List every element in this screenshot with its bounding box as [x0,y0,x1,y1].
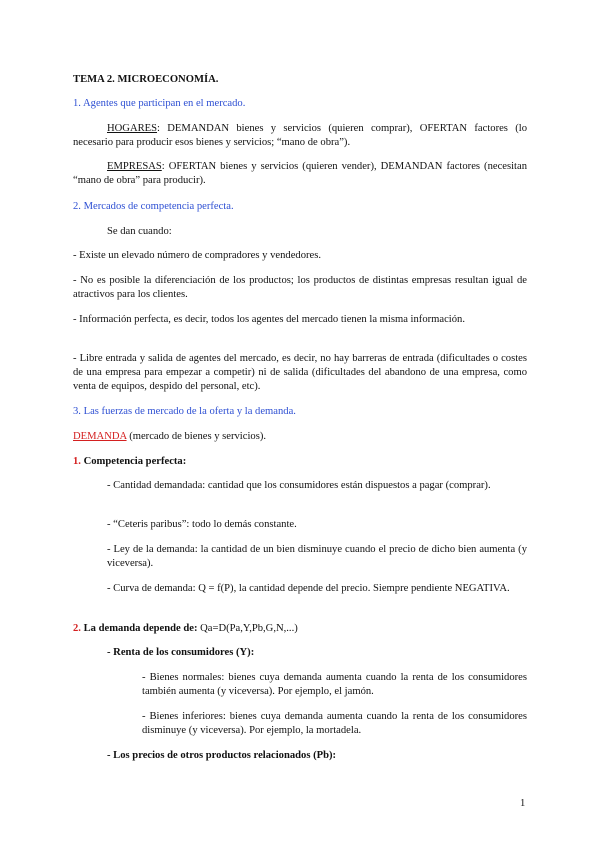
page-number: 1 [520,798,526,809]
hogares-label: HOGARES [107,123,158,134]
cp-item-2: - “Ceteris paribus”: todo lo demás constante. [107,519,297,530]
demand-formula: Qa=D(Pa,Y,Pb,G,N,...) [200,623,298,634]
subsection-2-number: 2. [73,623,81,634]
renta-item-1: - Bienes normales: bienes cuya demanda aumenta cuando la renta de los consumidores también aumenta (y viceversa). Por ejemplo, el jamón. [142,672,527,697]
condition-4: - Libre entrada y salida de agentes del mercado, es decir, no hay barreras de entrada (dificultades o costes de una empresa para empezar a competir) ni de salida (dificultades del abandono de una empresa, como venta de equipos, despido del personal, etc). [73,353,527,392]
condition-1: - Existe un elevado número de compradores y vendedores. [73,250,321,261]
subsection-1-heading [73,455,186,469]
section-2-heading: 2. Mercados de competencia perfecta. [73,201,234,212]
condition-2: - No es posible la diferenciación de los productos; los productos de distintas empresas resultan igual de atractivos para los clientes. [73,275,527,300]
renta-heading: - Renta de los consumidores (Y): [107,647,255,658]
hogares-paragraph [73,122,527,150]
empresas-label: EMPRESAS [107,161,162,172]
demanda-line [73,430,266,444]
renta-item-2: - Bienes inferiores: bienes cuya demanda aumenta cuando la renta de los consumidores disminuye (y viceversa). Por ejemplo, la mortadela. [142,711,527,736]
subsection-1-text: Competencia perfecta: [80,456,187,467]
se-dan-cuando: Se dan cuando: [107,226,172,237]
condition-3: - Información perfecta, es decir, todos los agentes del mercado tienen la misma información. [73,314,465,325]
hogares-text: : DEMANDAN bienes y servicios (quieren comprar), OFERTAN factores (lo necesario para producir esos bienes y servicios; “mano de obra”). [73,123,527,148]
subsection-2-heading [73,622,298,636]
cp-item-1: - Cantidad demandada: cantidad que los consumidores están dispuestos a pagar (comprar). [107,480,491,491]
demanda-text: (mercado de bienes y servicios). [126,431,266,442]
subsection-1-number: 1. [73,456,81,467]
empresas-paragraph [73,160,527,188]
empresas-text: : OFERTAN bienes y servicios (quieren vender), DEMANDAN factores (necesitan “mano de obra” para producir). [73,161,527,186]
section-1-heading: 1. Agentes que participan en el mercado. [73,98,246,109]
demanda-label: DEMANDA [73,431,127,442]
precios-heading: - Los precios de otros productos relacionados (Pb): [107,750,337,761]
document-title: TEMA 2. MICROECONOMÍA. [73,74,219,85]
cp-item-3: - Ley de la demanda: la cantidad de un bien disminuye cuando el precio de dicho bien aumenta (y viceversa). [107,544,527,569]
cp-item-4: - Curva de demanda: Q = f(P), la cantidad depende del precio. Siempre pendiente NEGATIVA. [107,583,510,594]
subsection-2-text: La demanda depende de: [80,623,201,634]
section-3-heading: 3. Las fuerzas de mercado de la oferta y la demanda. [73,406,296,417]
